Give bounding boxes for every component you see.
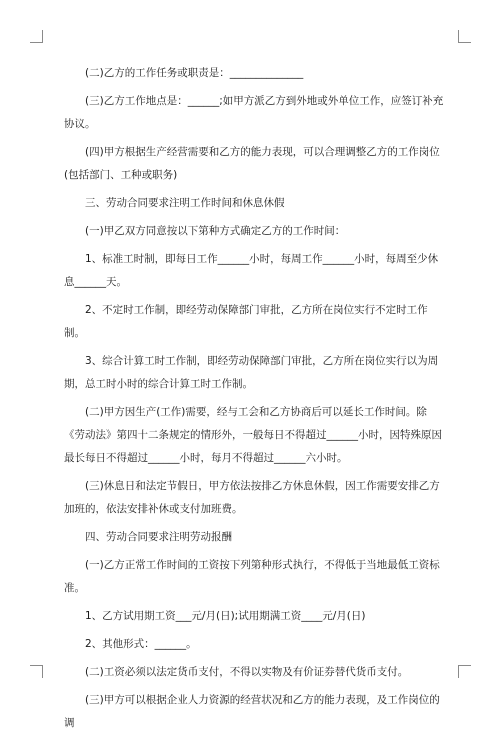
paragraph-standard-hours: 1、标准工时制，即每日工作______小时，每周工作______小时，每周至少休息______天。 — [64, 253, 439, 288]
paragraph-work-location: (三)乙方工作地点是：______;如甲方派乙方到外地或外单位工作，应签订补充协议。 — [64, 95, 444, 130]
paragraph-comprehensive-hours: 3、综合计算工时工作制，即经劳动保障部门审批，乙方所在岗位实行以为周期，总工时小时的综合计算工时工作制。 — [64, 355, 439, 390]
paragraph-working-hours-method: (一)甲乙双方同意按以下第种方式确定乙方的工作时间： — [85, 225, 346, 237]
crop-mark-top-right — [458, 30, 471, 43]
section-heading-remuneration: 四、劳动合同要求注明劳动报酬 — [85, 531, 232, 543]
crop-mark-bottom-left — [30, 665, 43, 678]
paragraph-position-adjustment: (四)甲方根据生产经营需要和乙方的能力表现，可以合理调整乙方的工作岗位(包括部门、工种或职务) — [64, 146, 440, 181]
paragraph-currency-payment: (二)工资必须以法定货币支付，不得以实物及有价证券替代货币支付。 — [85, 666, 409, 678]
section-heading-working-hours: 三、劳动合同要求注明工作时间和休息休假 — [85, 197, 285, 209]
paragraph-flexible-hours: 2、不定时工作制，即经劳动保障部门审批，乙方所在岗位实行不定时工作制。 — [64, 304, 428, 339]
crop-mark-top-left — [30, 30, 43, 43]
crop-mark-bottom-right — [458, 665, 471, 678]
paragraph-other-form: 2、其他形式：______。 — [85, 638, 197, 650]
paragraph-work-duties: (二)乙方的工作任务或职责是：______________ — [85, 67, 304, 79]
paragraph-probation-wage: 1、乙方试用期工资___元/月(日);试用期满工资____元/月(日) — [85, 610, 366, 622]
document-body — [64, 62, 444, 740]
paragraph-overtime: (二)甲方因生产(工作)需要，经与工会和乙方协商后可以延长工作时间。除《劳动法》第四十二条规定的情形外，一般每日不得超过______小时，因特殊原因最长每日不得超过______小时，每月不得超过______六小时。 — [64, 406, 442, 464]
paragraph-holidays: (三)休息日和法定节假日，甲方依法按排乙方休息休假，因工作需要安排乙方加班的，依法安排补休或支付加班费。 — [64, 480, 440, 515]
paragraph-wage-form: (一)乙方正常工作时间的工资按下列第种形式执行，不得低于当地最低工资标准。 — [64, 559, 440, 594]
paragraph-wage-adjustment: (三)甲方可以根据企业人力资源的经营状况和乙方的能力表现，及工作岗位的调 — [64, 694, 440, 729]
